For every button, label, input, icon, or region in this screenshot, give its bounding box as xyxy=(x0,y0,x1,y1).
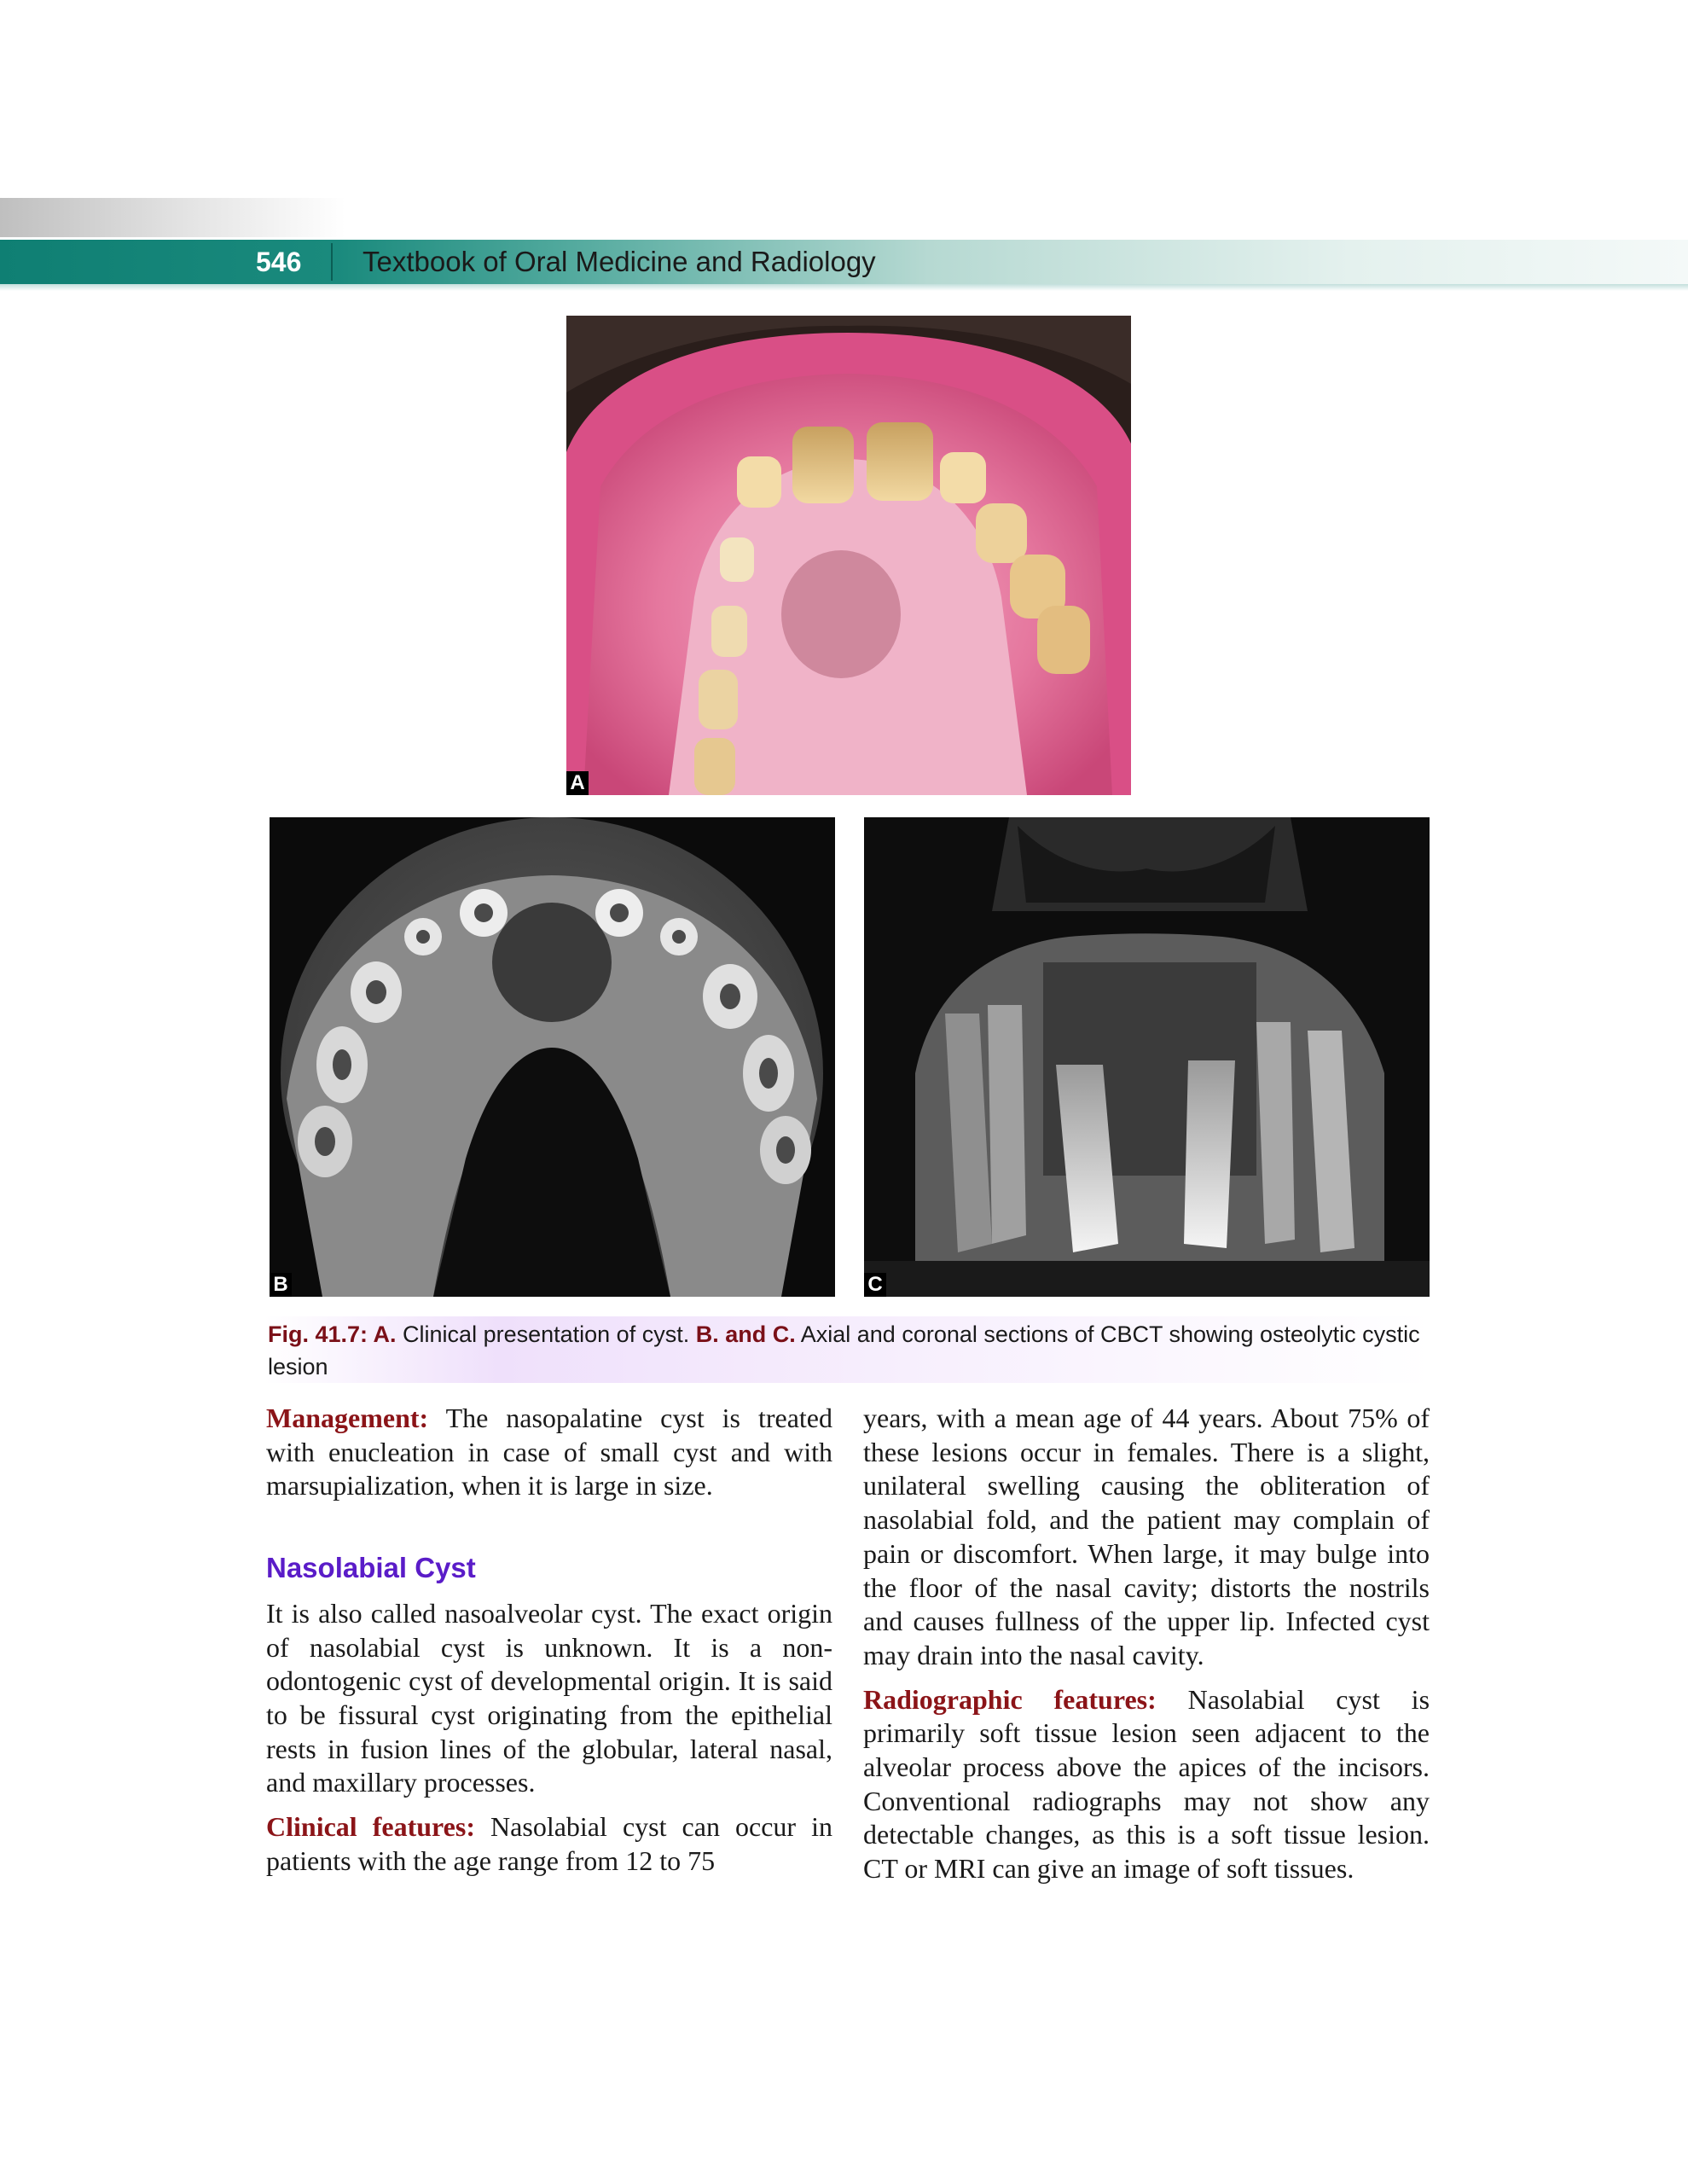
page-number: 546 xyxy=(256,247,302,277)
panel-a-label: A xyxy=(566,771,589,795)
panel-b-label: B xyxy=(270,1273,292,1297)
caption-fig-number: Fig. 41.7: A. xyxy=(268,1321,397,1347)
right-column xyxy=(863,1402,1430,1886)
management-text: The nasopalatine cyst is treated with enucleation in case of small cyst and with marsupialization, when it is large in size. xyxy=(266,1403,833,1502)
figure-panel-b xyxy=(270,817,835,1297)
caption-panel-a-text: Clinical presentation of cyst. xyxy=(403,1321,690,1347)
header-divider xyxy=(331,243,333,281)
clinical-text-start: Nasolabial cyst can occur in patients with the age range from 12 to 75 xyxy=(266,1811,833,1876)
radiographic-paragraph xyxy=(863,1683,1430,1886)
figure-caption xyxy=(268,1318,1436,1383)
book-title: Textbook of Oral Medicine and Radiology xyxy=(363,246,876,277)
figure-panel-a xyxy=(566,316,1131,795)
radiographic-text: Nasolabial cyst is primarily soft tissue lesion seen adjacent to the alveolar process above the apices of the incisors. Conventional radiographs may not show any detectable changes, as this is a soft tissue lesion. CT or MRI can give an image of soft tissues. xyxy=(863,1683,1430,1885)
left-column xyxy=(266,1402,832,1878)
clinical-lead: Clinical features: xyxy=(266,1811,475,1843)
management-lead: Management: xyxy=(266,1403,429,1433)
intro-paragraph: It is also called nasoalveolar cyst. The exact origin of nasolabial cyst is unknown. It is a non-odontogenic cyst of developmental origin. It is said to be fissural cyst originating from the epithelial rests in fusion lines of the globular, lateral nasal, and maxillary processes. xyxy=(266,1597,832,1798)
clinical-paragraph xyxy=(266,1810,832,1878)
figure-panel-c xyxy=(864,817,1430,1297)
header-band-shadow xyxy=(0,284,1688,291)
panel-c-label: C xyxy=(864,1273,886,1297)
caption-panel-bc-label: B. and C. xyxy=(695,1321,796,1347)
clinical-photo xyxy=(566,316,1131,795)
caption-panel-bc-text: Axial and coronal sections of CBCT showing osteolytic cystic lesion xyxy=(268,1321,1420,1380)
management-paragraph xyxy=(266,1402,832,1503)
radiographic-lead: Radiographic features: xyxy=(863,1683,1157,1715)
section-heading-nasolabial-cyst: Nasolabial Cyst xyxy=(266,1552,476,1584)
clinical-paragraph-continued: years, with a mean age of 44 years. About 75% of these lesions occur in females. There is a slight, unilateral swelling causing the obliteration of nasolabial fold, and the patient may complain of pain or discomfort. When large, it may bulge into the floor of the nasal cavity; distorts the nostrils and causes fullness of the upper lip. Infected cyst may drain into the nasal cavity. xyxy=(863,1403,1430,1670)
coronal-cbct-image xyxy=(864,817,1430,1297)
header-tab xyxy=(0,198,345,237)
axial-cbct-image xyxy=(270,817,835,1297)
